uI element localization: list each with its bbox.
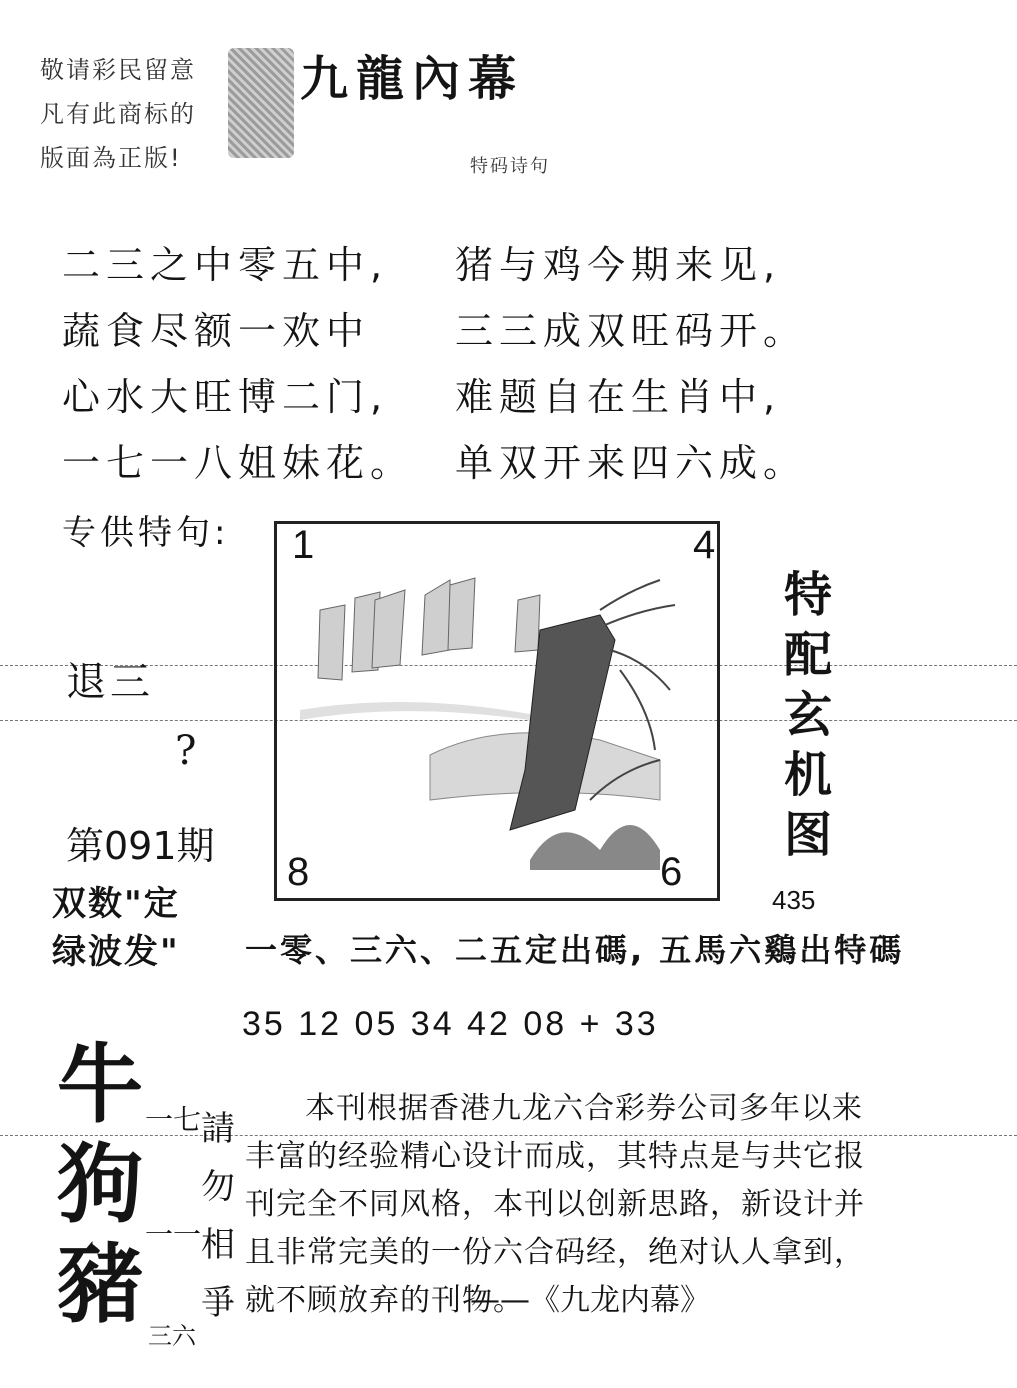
number-line: 35 12 05 34 42 08 + 33 (242, 1005, 659, 1043)
hint-line: 一零、三六、二五定出碼, 五馬六鷄出特碼 (245, 931, 905, 969)
riverside-illustration (300, 570, 700, 870)
poem-line: 蔬食尽额一欢中 (62, 309, 371, 353)
poem-line: 单双开来四六成。 (455, 441, 808, 485)
poem-right-column (455, 232, 807, 496)
warning-char: 爭 (201, 1283, 235, 1323)
even-odd-line: 绿波发" (52, 932, 180, 972)
retreat-text: 退三 (66, 659, 154, 705)
corner-number: 4 (693, 523, 716, 567)
warning-vertical (198, 1100, 238, 1332)
poem-line: 难题自在生肖中, (455, 375, 782, 419)
zodiac-side-number: 一一 (145, 1218, 202, 1251)
caption-char: 配 (783, 627, 832, 683)
page-subtitle: 特码诗句 (470, 156, 550, 177)
dragon-logo-icon (228, 48, 294, 158)
notice-line: 凡有此商标的 (40, 100, 196, 128)
zodiac-char: 豬 (57, 1234, 143, 1335)
corner-number: 6 (660, 850, 683, 894)
poem-left-column (62, 232, 414, 496)
even-odd-line: 双数"定 (52, 884, 180, 924)
zodiac-side-number: 一七 (145, 1103, 202, 1136)
caption-char: 机 (783, 747, 832, 803)
issue-number: 第091期 (66, 824, 215, 868)
poem-line: 三三成双旺码开。 (455, 309, 808, 353)
warning-char: 請 (201, 1109, 235, 1149)
intro-signature: ——《九龙内幕》 (470, 1283, 710, 1318)
question-mark: ? (175, 728, 197, 774)
corner-number: 8 (287, 850, 310, 894)
notice (40, 48, 220, 180)
special-label: 专供特句: (62, 513, 230, 553)
poem-line: 猪与鸡今期来见, (455, 243, 782, 287)
poem-line: 二三之中零五中, (62, 243, 389, 287)
vertical-caption (778, 565, 838, 865)
notice-line: 敬请彩民留意 (40, 56, 196, 84)
caption-char: 玄 (783, 687, 832, 743)
caption-char: 特 (783, 567, 832, 623)
intro-paragraph: 本刊根据香港九龙六合彩券公司多年以来丰富的经验精心设计而成，其特点是与共它报刊完全不同风格，本刊以创新思路，新设计并且非常完美的一份六合码经，绝对认人拿到，就不顾放弃的刊物。 (245, 1091, 865, 1318)
zodiac-char: 狗 (57, 1134, 143, 1235)
even-odd-hint (52, 880, 180, 976)
zodiac-big (50, 1035, 150, 1335)
corner-number: 1 (292, 523, 315, 567)
notice-line: 版面為正版! (40, 144, 182, 172)
warning-char: 相 (201, 1225, 235, 1265)
page-title: 九龍內幕 (300, 51, 525, 107)
warning-char: 勿 (201, 1167, 235, 1207)
zodiac-side-number: 三六 (148, 1322, 196, 1350)
poem-line: 心水大旺博二门, (62, 375, 389, 419)
zodiac-char: 牛 (57, 1034, 143, 1135)
caption-char: 图 (783, 807, 832, 863)
code-number: 435 (772, 885, 816, 915)
poem-line: 一七一八姐妹花。 (62, 441, 415, 485)
